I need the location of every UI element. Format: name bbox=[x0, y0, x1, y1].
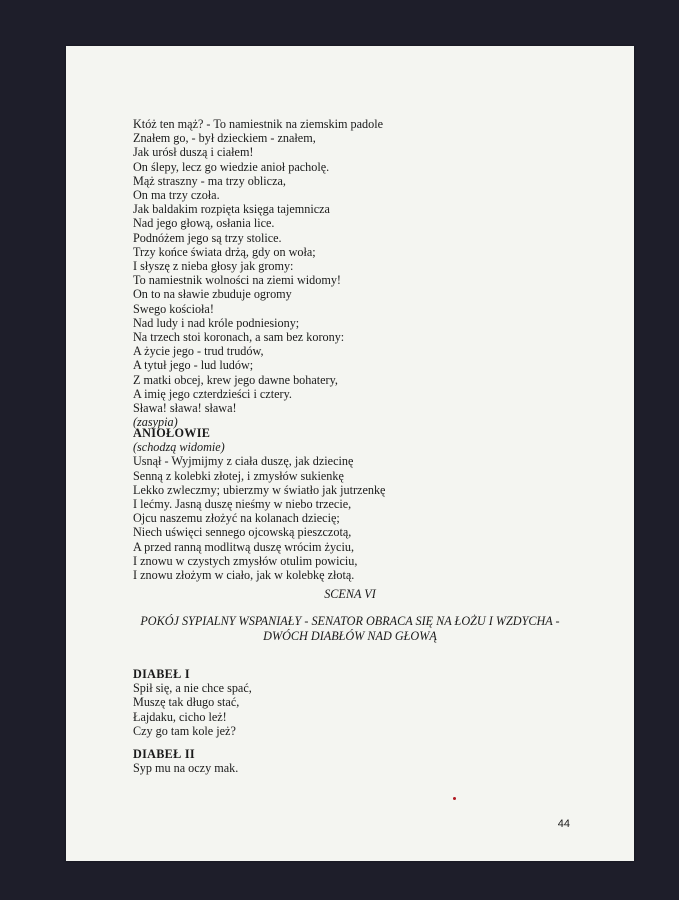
verse-line: Nad jego głową, osłania lice. bbox=[133, 216, 275, 231]
verse-line: Znałem go, - był dzieckiem - znałem, bbox=[133, 131, 316, 146]
verse-line: On ma trzy czoła. bbox=[133, 188, 220, 203]
verse-line: Ojcu naszemu złożyć na kolanach dziecię; bbox=[133, 511, 340, 526]
verse-line: A przed ranną modlitwą duszę wrócim życiu, bbox=[133, 539, 354, 554]
verse-line: Spił się, a nie chce spać, bbox=[133, 681, 252, 696]
verse-line: On to na sławie zbuduje ogromy bbox=[133, 287, 292, 302]
verse-line: Usnął - Wyjmijmy z ciała duszę, jak dziecinę bbox=[133, 454, 354, 469]
verse-line: Któż ten mąż? - To namiestnik na ziemskim padole bbox=[133, 117, 384, 131]
stage-direction: (schodzą widomie) bbox=[133, 440, 225, 455]
verse-line: On ślepy, lecz go wiedzie anioł pacholę. bbox=[133, 159, 330, 174]
speaker-heading: DIABEŁ I bbox=[133, 667, 190, 681]
aniolowie-section bbox=[133, 426, 385, 582]
poem-verse bbox=[133, 117, 383, 429]
verse-line: Nad ludy i nad króle podniesiony; bbox=[133, 315, 300, 330]
verse-line: To namiestnik wolności na ziemi widomy! bbox=[133, 273, 341, 288]
verse-line: Muszę tak długo stać, bbox=[133, 695, 240, 710]
verse-line: I słyszę z nieba głosy jak gromy: bbox=[133, 259, 294, 274]
scene-title: SCENA VI bbox=[324, 587, 376, 601]
verse-line: Niech uświęci sennego ojcowską pieszczotą, bbox=[133, 525, 352, 540]
verse-line: Na trzech stoi koronach, a sam bez korony: bbox=[133, 330, 345, 345]
speaker-heading: DIABEŁ II bbox=[133, 747, 195, 761]
verse-line: A tytuł jego - lud ludów; bbox=[133, 358, 254, 373]
stage-direction: (zasypia) bbox=[133, 415, 178, 430]
verse-line: Jak baldakim rozpięta księga tajemnicza bbox=[133, 202, 330, 217]
speaker-heading: ANIOŁOWIE bbox=[133, 426, 211, 440]
verse-line: Mąż straszny - ma trzy oblicza, bbox=[133, 173, 286, 188]
verse-line: A imię jego czterdzieści i cztery. bbox=[133, 386, 292, 401]
scene-description-line: DWÓCH DIABŁÓW NAD GŁOWĄ bbox=[263, 628, 437, 643]
verse-line: Syp mu na oczy mak. bbox=[133, 761, 239, 776]
verse-line: Łajdaku, cicho leż! bbox=[133, 709, 227, 724]
verse-line: Swego kościoła! bbox=[133, 301, 214, 316]
verse-line: A życie jego - trud trudów, bbox=[133, 344, 264, 359]
diabel-1-section bbox=[133, 667, 252, 738]
verse-line: Sława! sława! sława! bbox=[133, 401, 237, 416]
verse-line: Z matki obcej, krew jego dawne bohatery, bbox=[133, 372, 338, 387]
verse-line: Jak urósł duszą i ciałem! bbox=[133, 145, 254, 160]
scene-description bbox=[66, 614, 634, 643]
verse-line: Senną z kolebki złotej, i zmysłów sukienkę bbox=[133, 468, 344, 483]
verse-line: Podnóżem jego są trzy stolice. bbox=[133, 230, 282, 245]
verse-line: I znowu w czystych zmysłów otulim powiciu, bbox=[133, 553, 358, 568]
document-page bbox=[66, 46, 634, 861]
verse-line: Czy go tam kole jeż? bbox=[133, 723, 236, 738]
scene-description-line: POKÓJ SYPIALNY WSPANIAŁY - SENATOR OBRACA SIĘ NA ŁOŻU I WZDYCHA - bbox=[140, 614, 560, 628]
diabel-2-section bbox=[133, 747, 238, 775]
verse-line: Trzy końce świata drżą, gdy on woła; bbox=[133, 244, 316, 259]
verse-line: Lekko zwleczmy; ubierzmy w światło jak jutrzenkę bbox=[133, 482, 386, 497]
page-number: 44 bbox=[557, 818, 570, 830]
verse-line: I znowu złożym w ciało, jak w kolebkę złotą. bbox=[133, 568, 355, 583]
verse-line: I lećmy. Jasną duszę nieśmy w niebo trzecie, bbox=[133, 497, 352, 512]
ink-speck bbox=[453, 797, 456, 800]
